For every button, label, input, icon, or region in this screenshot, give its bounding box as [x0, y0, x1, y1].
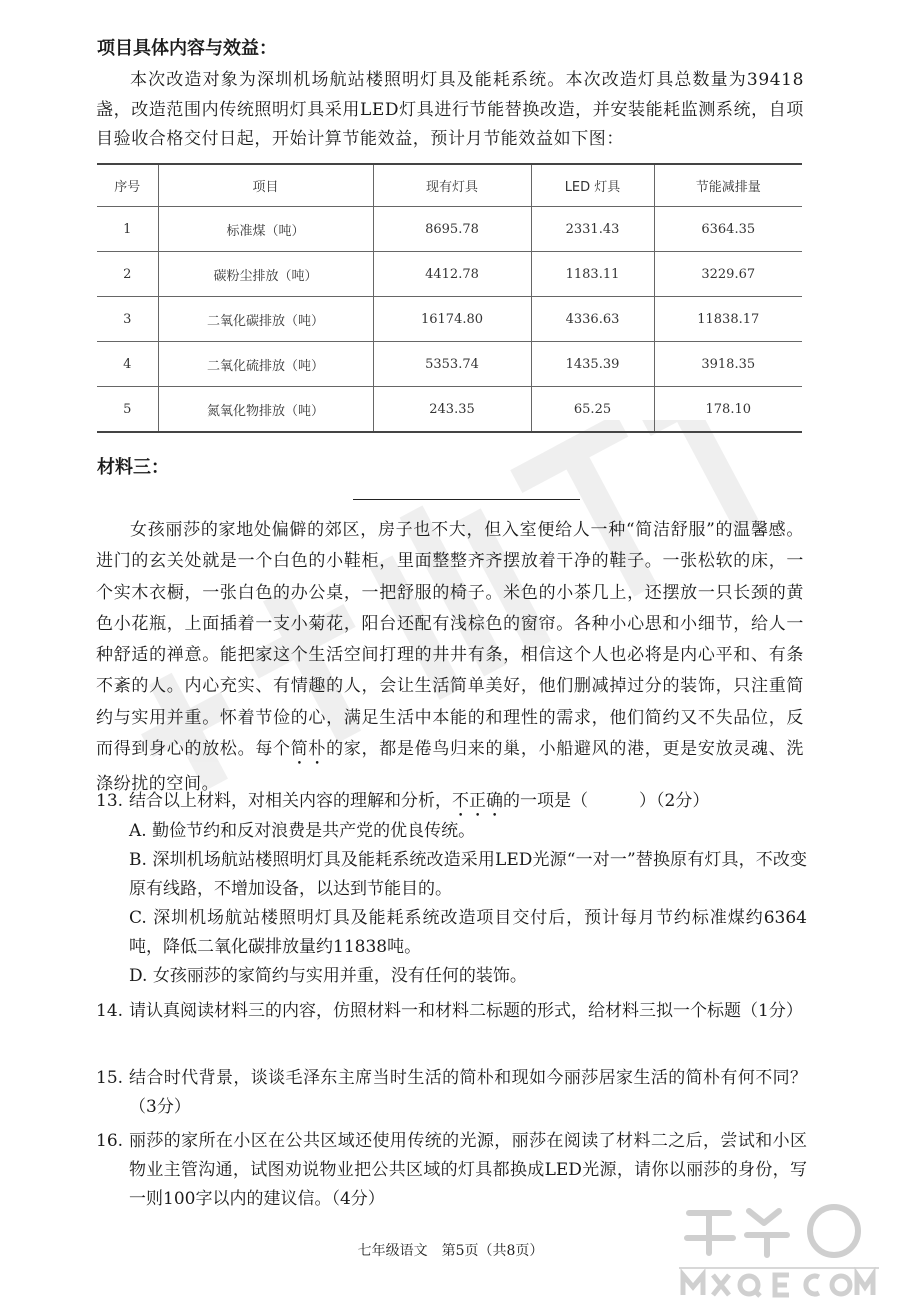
table-row [97, 342, 802, 387]
table-cell: 3229.67 [654, 252, 802, 297]
table-cell: 二氧化硫排放（吨） [158, 342, 373, 387]
table-cell: 11838.17 [654, 297, 802, 342]
table-cell: 1 [97, 207, 158, 252]
option-d: D. 女孩丽莎的家简约与实用并重，没有任何的装饰。 [129, 966, 527, 986]
table-cell: 1435.39 [531, 342, 654, 387]
table-row [97, 297, 802, 342]
table-header-cell: 节能减排量 [654, 164, 802, 207]
energy-savings-table [97, 163, 802, 433]
table-cell: 178.10 [654, 387, 802, 433]
section-heading-material-three: 材料三： [97, 457, 169, 478]
material-three-text [96, 515, 804, 800]
emphasized-word: 不正确 [452, 791, 503, 811]
section-heading-project: 项目具体内容与效益： [97, 38, 277, 59]
material-three-paragraph [96, 515, 804, 800]
table-header-cell: LED 灯具 [531, 164, 654, 207]
table-header-cell: 项目 [158, 164, 373, 207]
table-cell: 1183.11 [531, 252, 654, 297]
question-number: 14. [96, 1001, 124, 1021]
table-cell: 16174.80 [373, 297, 531, 342]
title-answer-blank-line [353, 499, 580, 500]
table-cell: 5 [97, 387, 158, 433]
table-row [97, 207, 802, 252]
emphasized-word: 简朴 [290, 739, 327, 760]
table-cell: 6364.35 [654, 207, 802, 252]
stem-text: 的一项是（ ）（2分） [503, 791, 710, 811]
question-text: 请认真阅读材料三的内容，仿照材料一和材料二标题的形式，给材料三拟一个标题（1分） [129, 1001, 803, 1021]
question-number: 16. [96, 1131, 124, 1151]
table-header-cell: 序号 [97, 164, 158, 207]
table-cell: 5353.74 [373, 342, 531, 387]
table-cell: 2 [97, 252, 158, 297]
table-cell: 4 [97, 342, 158, 387]
table-row [97, 252, 802, 297]
project-paragraph-text: 本次改造对象为深圳机场航站楼照明灯具及能耗系统。本次改造灯具总数量为39418盏，改造范围内传统照明灯具采用LED灯具进行节能替换改造，并安装能耗监测系统，自项目验收合格交付日起，开始计算节能效益，预计月节能效益如下图： [96, 70, 804, 150]
page-footer: 七年级语文 第5页（共8页） [357, 1243, 544, 1259]
question-number: 15. [96, 1068, 124, 1088]
table-cell: 碳粉尘排放（吨） [158, 252, 373, 297]
table-cell: 65.25 [531, 387, 654, 433]
option-a: A. 勤俭节约和反对浪费是共产党的优良传统。 [129, 821, 476, 841]
table-cell: 标准煤（吨） [158, 207, 373, 252]
material-three-text-b: 的家，都是倦鸟归来的巢，小船避风的港，更是安放灵魂、洗涤纷扰的空间。 [96, 739, 804, 795]
table-cell: 2331.43 [531, 207, 654, 252]
table-cell: 4412.78 [373, 252, 531, 297]
table-cell: 243.35 [373, 387, 531, 433]
table-cell: 3 [97, 297, 158, 342]
question-number: 13. [96, 791, 124, 811]
project-paragraph [96, 66, 804, 155]
table-cell: 氮氧化物排放（吨） [158, 387, 373, 433]
question-text: 结合时代背景，谈谈毛泽东主席当时生活的简朴和现如今丽莎居家生活的简朴有何不同？（3分） [129, 1068, 807, 1117]
table-cell: 8695.78 [373, 207, 531, 252]
material-three-text-a: 女孩丽莎的家地处偏僻的郊区，房子也不大，但入室便给人一种“简洁舒服”的温馨感。进门的玄关处就是一个白色的小鞋柜，里面整整齐齐摆放着干净的鞋子。一张松软的床，一个实木衣橱，一张白色的办公桌，一把舒服的椅子。米色的小茶几上，还摆放一只长颈的黄色小花瓶，上面插着一支小菊花，阳台还配有浅棕色的窗帘。各种小心思和小细节，给人一种舒适的禅意。能把家这个生活空间打理的井井有条，相信这个人也必将是内心平和、有条不紊的人。内心充实、有情趣的人，会让生活简单美好，他们删减掉过分的装饰，只注重简约与实用并重。怀着节俭的心，满足生活中本能的和理性的需求，他们简约又不失品位，反而得到身心的放松。每个 [96, 520, 804, 760]
table-header-row [97, 164, 802, 207]
table-row [97, 387, 802, 433]
table-cell: 4336.63 [531, 297, 654, 342]
option-b: B. 深圳机场航站楼照明灯具及能耗系统改造采用LED光源“一对一”替换原有灯具，不改变原有线路，不增加设备，以达到节能目的。 [129, 850, 807, 899]
table-header-cell: 现有灯具 [373, 164, 531, 207]
option-c: C. 深圳机场航站楼照明灯具及能耗系统改造项目交付后，预计每月节约标准煤约6364吨，降低二氧化碳排放量约11838吨。 [129, 908, 807, 957]
table-cell: 3918.35 [654, 342, 802, 387]
stem-text: 结合以上材料，对相关内容的理解和分析， [129, 791, 452, 811]
question-text: 丽莎的家所在小区在公共区域还使用传统的光源，丽莎在阅读了材料二之后，尝试和小区物业主管沟通，试图劝说物业把公共区域的灯具都换成LED光源，请你以丽莎的身份，写一则100字以内的建议信。（4分） [129, 1131, 807, 1209]
table-cell: 二氧化碳排放（吨） [158, 297, 373, 342]
question-stem [129, 787, 807, 821]
